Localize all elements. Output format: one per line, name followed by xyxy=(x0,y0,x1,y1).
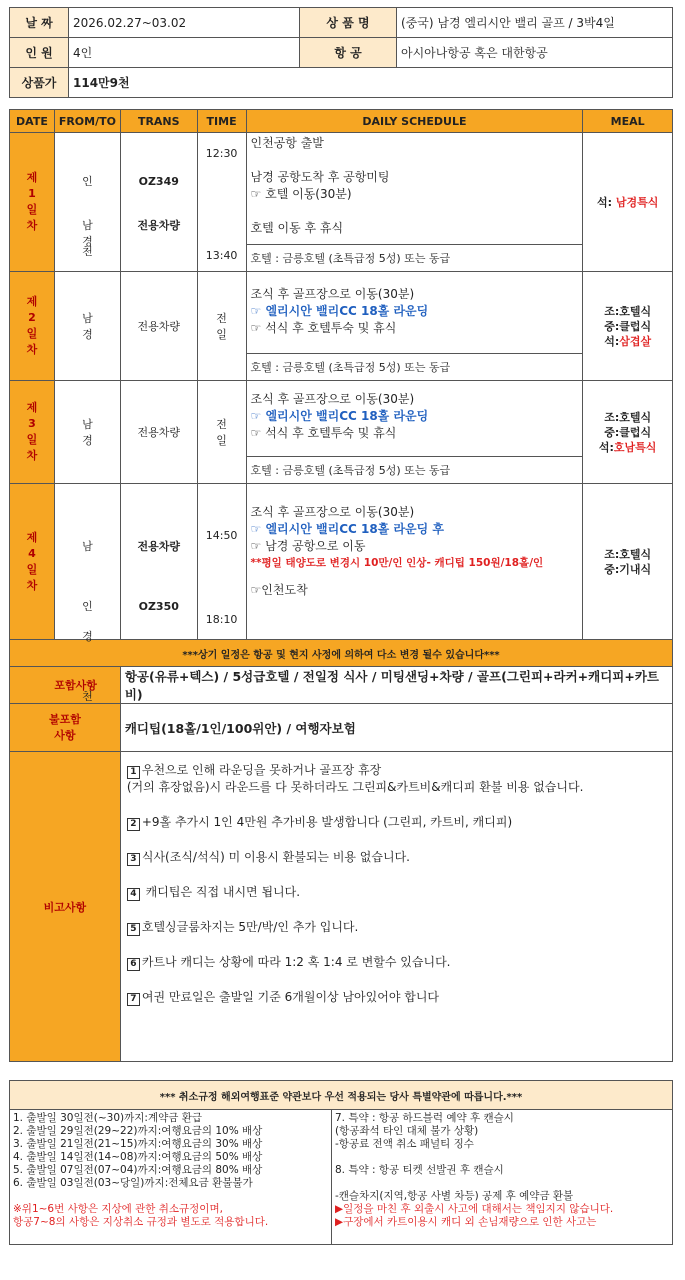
day4-label-text: 제 4 일차 xyxy=(26,530,38,592)
day1-line3: ☞ 호텔 이동(30분) xyxy=(250,187,352,201)
cancel-spacer-1 xyxy=(335,1151,669,1164)
airline-label: 항 공 xyxy=(300,38,397,68)
day1-line2: 남경 공항도착 후 공항미팅 xyxy=(250,170,390,184)
day3-row xyxy=(10,381,673,457)
price-value: 114만9천 xyxy=(69,68,673,98)
day4-to: 인 천 xyxy=(82,599,105,703)
remarks-row xyxy=(10,752,673,1062)
cancel-rule-8-detail: -캔슬차지(지역,항공 사별 차등) 공제 후 예약금 환불 xyxy=(335,1190,574,1202)
day4-row xyxy=(10,484,673,640)
remark-5-num: 5 xyxy=(127,923,140,936)
day1-label xyxy=(10,133,55,272)
day4-from: 남 경 xyxy=(82,539,105,643)
day4-time1: 14:50 xyxy=(205,529,238,542)
day2-meal xyxy=(583,272,673,381)
remark-3 xyxy=(127,849,668,866)
people-value: 4인 xyxy=(69,38,300,68)
day4-flight: OZ350 xyxy=(138,599,179,613)
header-from-to: FROM/TO xyxy=(54,110,120,133)
remarks-label: 비고사항 xyxy=(10,752,121,1062)
cancel-rule-7: 7. 특약 : 항공 하드블럭 예약 후 캔슬시 xyxy=(335,1112,514,1124)
remark-3-num: 3 xyxy=(127,853,140,866)
cancel-warning-2: ▶구장에서 카트이용시 캐디 외 손님재량으로 인한 사고는 xyxy=(335,1216,597,1228)
day3-meal xyxy=(583,381,673,484)
day2-meal-breakfast: 조:호텔식 xyxy=(604,304,652,318)
day1-time2: 13:40 xyxy=(205,249,238,262)
included-row xyxy=(10,667,673,704)
day4-line4-prefix: ** xyxy=(250,557,262,569)
header-daily-schedule: DAILY SCHEDULE xyxy=(246,110,583,133)
notice-row xyxy=(10,640,673,667)
airline-value: 아시아나항공 혹은 대한항공 xyxy=(397,38,673,68)
cancel-note-1: ※위1~6번 사항은 지상에 관한 취소규정이며, xyxy=(13,1203,223,1215)
cancel-rule-5: 5. 출발일 07일전(07~04)까지:여행요금의 80% 배상 xyxy=(13,1164,263,1176)
remark-7 xyxy=(127,989,668,1006)
day3-line2: ☞ 엘리시안 밸리CC 18홀 라운딩 xyxy=(250,409,429,423)
day3-trans: 전용차량 xyxy=(120,381,197,484)
included-label-left xyxy=(10,667,55,704)
cancel-spacer-2 xyxy=(335,1177,669,1190)
day1-to: 남 경 xyxy=(82,219,105,248)
included-text: 항공(유류+텍스) / 5성급호텔 / 전일정 식사 / 미팅샌딩+차량 / 골프(그린피+라커+캐디피+카트비) xyxy=(120,667,672,704)
day2-label xyxy=(10,272,55,381)
excluded-label-text: 불포함 사항 xyxy=(48,712,81,742)
day4-meal-lunch: 중:기내식 xyxy=(604,562,652,576)
day1-row xyxy=(10,133,673,245)
day4-time2: 18:10 xyxy=(205,613,238,626)
date-label: 날 짜 xyxy=(10,8,69,38)
header-trans: TRANS xyxy=(120,110,197,133)
cancel-rule-7-penalty: -항공료 전액 취소 패널티 징수 xyxy=(335,1138,474,1150)
header-date: DATE xyxy=(10,110,55,133)
day4-line2: ☞ 엘리시안 밸리CC 18홀 라운딩 후 xyxy=(250,522,445,536)
day2-label-text: 제 2 일차 xyxy=(26,295,38,356)
day1-meal xyxy=(583,133,673,272)
day1-time xyxy=(197,133,246,272)
cancel-rule-1: 1. 출발일 30일전(~30)까지:계약금 환급 xyxy=(13,1112,202,1124)
remark-7-text: 여권 만료일은 출발일 기준 6개월이상 남아있어야 합니다 xyxy=(141,990,439,1004)
day4-meal-breakfast: 조:호텔식 xyxy=(604,547,652,561)
day2-line3: ☞ 석식 후 호텔투숙 및 휴식 xyxy=(250,321,397,335)
day1-hotel: 호텔 : 금릉호텔 (초특급정 5성) 또는 동급 xyxy=(246,245,583,272)
cancel-note-2: 항공7~8의 사항은 지상취소 규정과 별도로 적용합니다. xyxy=(13,1216,269,1228)
remark-5-text: 호텔싱글룸차지는 5만/박/인 추가 입니다. xyxy=(141,920,359,934)
day4-time xyxy=(197,484,246,640)
schedule-table xyxy=(9,109,673,1062)
product-value: (중국) 남경 엘리시안 밸리 골프 / 3박4일 xyxy=(397,8,673,38)
remark-7-num: 7 xyxy=(127,993,140,1006)
day3-schedule xyxy=(246,381,583,457)
day1-meal-prefix: 석: xyxy=(596,195,616,209)
day2-line2: ☞ 엘리시안 밸리CC 18홀 라운딩 xyxy=(250,304,429,318)
date-value: 2026.02.27~03.02 xyxy=(69,8,300,38)
day1-from-to xyxy=(54,133,120,272)
remark-6 xyxy=(127,954,668,971)
day2-schedule xyxy=(246,272,583,354)
cancellation-right xyxy=(332,1110,673,1245)
price-label: 상품가 xyxy=(10,68,69,98)
remark-3-text: 식사(조식/석식) 미 이용시 환불되는 비용 없습니다. xyxy=(141,850,410,864)
cancel-rule-6: 6. 출발일 03일전(03~당일)까지:전체요금 환불불가 xyxy=(13,1177,253,1189)
day4-line5: ☞인천도착 xyxy=(250,583,308,597)
day1-meal-special: 남경특식 xyxy=(615,195,659,209)
cancel-rule-3: 3. 출발일 21일전(21~15)까지:여행요금의 30% 배상 xyxy=(13,1138,263,1150)
day1-trans xyxy=(120,133,197,272)
day3-meal-dinner-prefix: 석: xyxy=(598,440,614,454)
day3-hotel: 호텔 : 금릉호텔 (초특급정 5성) 또는 동급 xyxy=(246,457,583,484)
cancel-warning-1: ▶일정을 마친 후 외출시 사고에 대해서는 책임지지 않습니다. xyxy=(335,1203,614,1215)
remark-6-num: 6 xyxy=(127,958,140,971)
people-label: 인 원 xyxy=(10,38,69,68)
day3-meal-dinner: 호남특식 xyxy=(613,440,657,454)
product-info-table xyxy=(9,7,673,98)
product-label: 상 품 명 xyxy=(300,8,397,38)
day2-meal-dinner-prefix: 석: xyxy=(604,334,620,348)
remark-1-text: 우천으로 인해 라운딩을 못하거나 골프장 휴장 xyxy=(141,763,382,777)
day4-line3: ☞ 남경 공항으로 이동 xyxy=(250,539,366,553)
day3-time: 전 일 xyxy=(197,381,246,484)
day1-schedule xyxy=(246,133,583,245)
day2-place: 남 경 xyxy=(54,272,120,381)
day2-time: 전 일 xyxy=(197,272,246,381)
cancellation-left xyxy=(10,1110,332,1245)
cancellation-title: *** 취소규정 해외여행표준 약관보다 우선 적용되는 당사 특별약관에 따릅니다.*** xyxy=(10,1081,673,1110)
remark-1-num: 1 xyxy=(127,766,140,779)
day1-car: 전용차량 xyxy=(137,219,180,232)
remark-2-num: 2 xyxy=(127,818,140,831)
remark-4-text: 캐디팁은 직접 내시면 됩니다. xyxy=(141,885,301,899)
day2-meal-lunch: 중:클럽식 xyxy=(604,319,652,333)
schedule-header-row xyxy=(10,110,673,133)
remark-6-text: 카트나 캐디는 상황에 따라 1:2 혹 1:4 로 변할수 있습니다. xyxy=(141,955,451,969)
day4-schedule xyxy=(246,484,583,640)
day1-line4: 호텔 이동 후 휴식 xyxy=(250,221,344,235)
remarks-body xyxy=(120,752,672,1062)
day3-place: 남 경 xyxy=(54,381,120,484)
cancel-rule-7-detail: (항공좌석 타인 대체 불가 상황) xyxy=(335,1125,479,1137)
day4-line1: 조식 후 골프장으로 이동(30분) xyxy=(250,505,415,519)
day3-line3: ☞ 석식 후 호텔투숙 및 휴식 xyxy=(250,426,397,440)
day1-label-text: 제 1 일차 xyxy=(26,171,38,232)
day2-line1: 조식 후 골프장으로 이동(30분) xyxy=(250,287,415,301)
header-meal: MEAL xyxy=(583,110,673,133)
header-time: TIME xyxy=(197,110,246,133)
day1-time1: 12:30 xyxy=(205,147,238,160)
day2-hotel: 호텔 : 금릉호텔 (초특급정 5성) 또는 동급 xyxy=(246,354,583,381)
remark-5 xyxy=(127,919,668,936)
day3-label xyxy=(10,381,55,484)
day4-meal xyxy=(583,484,673,640)
day4-line4-warning: 평일 태양도로 변경시 10만/인 인상- 캐디팁 150원/18홀/인 xyxy=(261,557,544,569)
day2-trans: 전용차량 xyxy=(120,272,197,381)
cancel-rule-8: 8. 특약 : 항공 티켓 선발권 후 캔슬시 xyxy=(335,1164,504,1176)
day1-line1: 인천공항 출발 xyxy=(250,136,324,150)
cancel-rule-4: 4. 출발일 14일전(14~08)까지:여행요금의 50% 배상 xyxy=(13,1151,263,1163)
day2-row xyxy=(10,272,673,354)
remark-4-num: 4 xyxy=(127,888,140,901)
day3-meal-lunch: 중:클럽식 xyxy=(604,425,652,439)
cancellation-table xyxy=(9,1080,673,1245)
remark-1-text2: (거의 휴장없음)시 라운드를 다 못하더라도 그린피&카트비&캐디피 환불 비용 없습니다. xyxy=(126,780,584,794)
remark-4 xyxy=(127,884,668,901)
remark-2 xyxy=(127,814,668,831)
day3-line1: 조식 후 골프장으로 이동(30분) xyxy=(250,392,415,406)
included-label: 포함사항 xyxy=(54,667,120,704)
excluded-text: 캐디팁(18홀/1인/100위안) / 여행자보험 xyxy=(120,704,672,752)
day1-from: 인 천 xyxy=(82,175,105,258)
remark-2-text: +9홀 추가시 1인 4만원 추가비용 발생합니다 (그린피, 카트비, 캐디피) xyxy=(141,815,513,829)
day4-car: 전용차량 xyxy=(137,539,180,553)
cancel-rule-2: 2. 출발일 29일전(29~22)까지:여행요금의 10% 배상 xyxy=(13,1125,263,1137)
excluded-row xyxy=(10,704,673,752)
day3-meal-breakfast: 조:호텔식 xyxy=(604,410,652,424)
day3-label-text: 제 3 일차 xyxy=(26,401,38,462)
day2-meal-dinner: 삼겹살 xyxy=(619,334,652,348)
day4-trans xyxy=(120,484,197,640)
schedule-notice: ***상기 일정은 항공 및 현지 사정에 의하여 다소 변경 될수 있습니다*** xyxy=(10,640,673,667)
day4-label xyxy=(10,484,55,640)
remark-1 xyxy=(127,762,668,796)
day1-flight: OZ349 xyxy=(138,175,179,188)
